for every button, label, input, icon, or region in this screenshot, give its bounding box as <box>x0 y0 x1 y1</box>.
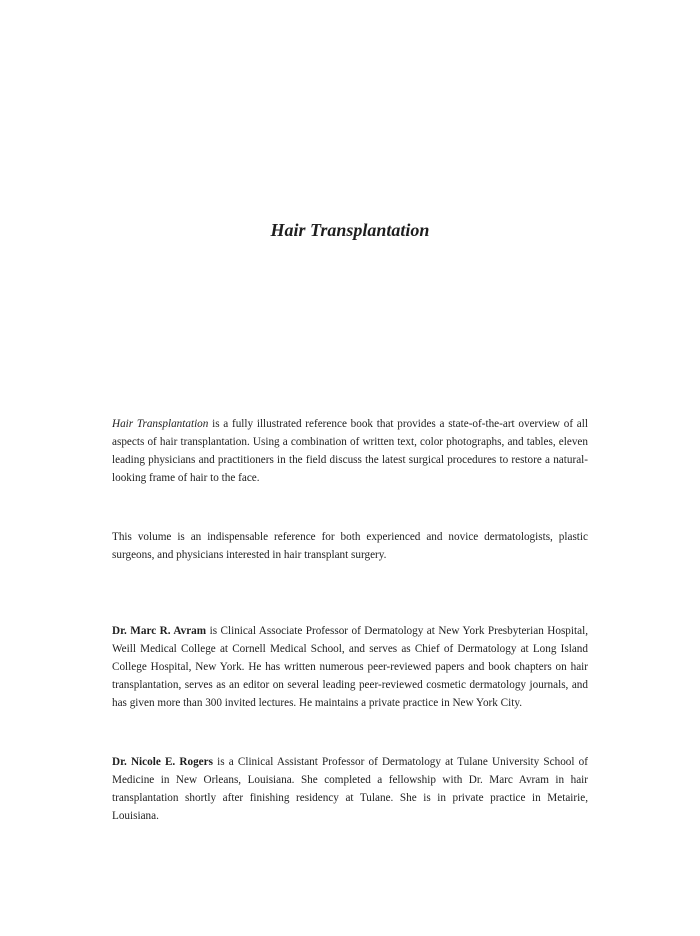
page-title: Hair Transplantation <box>270 220 430 240</box>
author-bio-rogers <box>112 753 588 825</box>
description-paragraph-1 <box>112 415 588 487</box>
author-name: Dr. Nicole E. Rogers <box>112 756 213 768</box>
author-bio-text: is Clinical Associate Professor of Dermatology at New York Presbyterian Hospital, Weill Medical College at Cornell Medical School, and serves as Chief of Dermatology at Long Island College Hospital, New York. He has written numerous peer-reviewed papers and book chapters on hair transplantation, serves as an editor on several leading peer-reviewed cosmetic dermatology journals, and has given more than 300 invited lectures. He maintains a private practice in New York City. <box>112 625 588 709</box>
description-paragraph-2 <box>112 528 588 564</box>
description-text-2: This volume is an indispensable reference for both experienced and novice dermatologists, plastic surgeons, and physicians interested in hair transplant surgery. <box>112 531 588 561</box>
author-bio-avram <box>112 622 588 712</box>
description-text: is a fully illustrated reference book that provides a state-of-the-art overview of all aspects of hair transplantation. Using a combination of written text, color photographs, and tables, eleven leading physicians and practitioners in the field discuss the latest surgical procedures to restore a natural-looking frame of hair to the face. <box>112 418 588 484</box>
description-lead-title: Hair Transplantation <box>112 418 209 430</box>
author-bio-text: is a Clinical Assistant Professor of Dermatology at Tulane University School of Medicine in New Orleans, Louisiana. She completed a fellowship with Dr. Marc Avram in hair transplantation shortly after finishing residency at Tulane. She is in private practice in Metairie, Louisiana. <box>112 756 588 822</box>
author-name: Dr. Marc R. Avram <box>112 625 207 637</box>
